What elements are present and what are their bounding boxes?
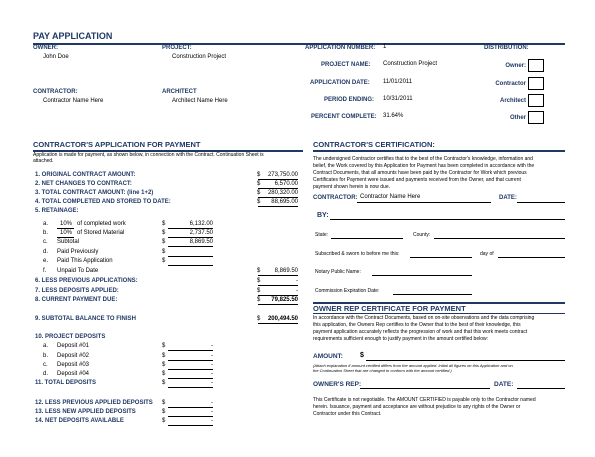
dist-architect-checkbox[interactable] — [528, 94, 544, 107]
retainage-value: 6,132.00 — [189, 221, 213, 227]
line-2-label: 2. NET CHANGES TO CONTRACT: — [35, 181, 132, 187]
subscribed-month-line[interactable] — [498, 257, 565, 258]
deposit-value: - — [211, 353, 213, 359]
period-ending-label: PERIOD ENDING: — [324, 97, 375, 103]
architect-value: Architect Name Here — [172, 98, 228, 104]
line-13-currency: $ — [162, 409, 166, 415]
amount-note-2: the Continuation Sheet that are changed to conform with the amount certified.) — [313, 368, 452, 373]
line-9-currency: $ — [257, 316, 261, 322]
deposit-currency: $ — [162, 353, 166, 359]
owner-date-label: DATE: — [494, 381, 514, 388]
retainage-currency: $ — [162, 221, 166, 227]
owner-rep-heading: OWNER REP CERTIFICATE FOR PAYMENT — [313, 304, 466, 313]
line-4-line[interactable] — [258, 206, 298, 207]
contractor-label: CONTRACTOR: — [33, 89, 78, 95]
line-1-label: 1. ORIGINAL CONTRACT AMOUNT: — [35, 172, 136, 178]
cert-date-line[interactable] — [517, 202, 565, 203]
total-deposits-line[interactable] — [168, 387, 213, 388]
dist-architect-label: Architect — [499, 98, 526, 104]
retainage-value: 2,737.50 — [189, 230, 213, 236]
deposit-line[interactable] — [168, 360, 213, 361]
contractor-value: Contractor Name Here — [43, 98, 104, 104]
deposit-name: Deposit #04 — [57, 371, 90, 377]
subscribed-day-line[interactable] — [410, 257, 472, 258]
owners-rep-label: OWNER'S REP: — [313, 381, 362, 388]
closing-text-1: This Certificate is not negotiable. The AMOUNT CERTIFIED is payable only to the Contractor named — [313, 397, 536, 403]
deposits-heading: 10. PROJECT DEPOSITS — [35, 334, 106, 340]
amount-line[interactable] — [366, 360, 565, 361]
owner-text-3: payment application accurately reflects the progression of work and that this work meets contract — [313, 329, 528, 335]
dist-contractor-checkbox[interactable] — [528, 77, 544, 90]
state-line[interactable] — [331, 238, 403, 239]
cert-contractor-value: Contractor Name Here — [360, 194, 421, 200]
deposit-line[interactable] — [168, 350, 213, 351]
line-1-line[interactable] — [258, 179, 298, 180]
deposit-value: - — [211, 362, 213, 368]
line-4-value: 88,695.00 — [271, 199, 298, 205]
line-13-value: - — [211, 409, 213, 415]
by-signature-line[interactable] — [330, 219, 565, 220]
line-7-label: 7. LESS DEPOSITS APPLIED: — [35, 288, 119, 294]
owner-text-2: this application, the Owners Rep certifies to the Owner that to the best of their knowledge, this — [313, 322, 521, 328]
line-14-value: - — [211, 418, 213, 424]
line-3-currency: $ — [257, 190, 261, 196]
deposit-line[interactable] — [168, 369, 213, 370]
cert-text-4: Certificates for Payment were issued and payments received from the Owner, and that current — [313, 177, 521, 183]
project-name-label: PROJECT NAME: — [321, 62, 371, 68]
owner-value: John Doe — [43, 54, 69, 60]
retainage-currency: $ — [162, 230, 166, 236]
cert-text-5: payment shown herein is now due. — [313, 184, 390, 190]
retainage-line[interactable] — [168, 265, 213, 266]
retainage-line[interactable] — [168, 246, 213, 247]
line-6-value: - — [296, 278, 298, 284]
line-5-label: 5. RETAINAGE: — [35, 208, 79, 214]
day-of-label: day of — [480, 251, 494, 257]
line-13-line[interactable] — [168, 416, 213, 417]
retainage-currency: $ — [162, 258, 166, 264]
certification-heading: CONTRACTOR'S CERTIFICATION: — [313, 140, 435, 149]
certification-heading-rule — [313, 150, 565, 152]
line-3-value: 280,320.00 — [267, 190, 298, 196]
total-deposits-value: - — [211, 380, 213, 386]
application-number-value: 1 — [383, 44, 387, 50]
line-7-value: - — [296, 288, 298, 294]
retainage-bullet-d: d. — [43, 249, 49, 255]
state-label: State: — [315, 232, 329, 238]
line-6-label: 6. LESS PREVIOUS APPLICATIONS: — [35, 278, 138, 284]
cert-text-2: belief, the Work covered by this Application for Payment has been completed in accordance with the — [313, 163, 535, 169]
line-9-label: 9. SUBTOTAL BALANCE TO FINISH — [35, 316, 136, 322]
application-number-label: APPLICATION NUMBER: — [305, 45, 376, 51]
line-7-currency: $ — [257, 288, 261, 294]
amount-label: AMOUNT: — [313, 353, 343, 360]
retainage-text: Unpaid To Date — [57, 268, 99, 274]
line-1-currency: $ — [257, 172, 261, 178]
line-8-currency: $ — [257, 297, 261, 303]
retainage-text: Paid This Application — [57, 258, 113, 264]
line-14-line[interactable] — [168, 425, 213, 426]
percent-complete-value: 31.64% — [383, 113, 404, 119]
project-value: Construction Project — [172, 54, 227, 60]
deposit-name: Deposit #01 — [57, 343, 90, 349]
dist-owner-label: Owner: — [505, 63, 526, 69]
deposit-bullet: d. — [43, 371, 49, 377]
retainage-bullet-f: f. — [43, 268, 47, 274]
deposit-name: Deposit #02 — [57, 353, 90, 359]
retainage-text: Subtotal — [57, 239, 80, 245]
retainage-percent-line[interactable] — [57, 228, 74, 229]
retainage-value: 8,869.50 — [189, 239, 213, 245]
amount-note-1: (Attach explanation if amount certified differs from the amount applied. Initial all figures on this Application and on — [313, 363, 513, 368]
retainage-bullet-c: c. — [43, 239, 48, 245]
cert-date-label: DATE: — [499, 195, 517, 201]
line-3-label: 3. TOTAL CONTRACT AMOUNT: (line 1+2) — [35, 190, 154, 196]
line-14-currency: $ — [162, 418, 166, 424]
project-name-value: Construction Project — [383, 61, 438, 67]
dist-owner-checkbox[interactable] — [528, 59, 544, 72]
owners-rep-line[interactable] — [360, 388, 490, 389]
owner-date-line[interactable] — [517, 388, 565, 389]
retainage-bullet-e: e. — [43, 258, 49, 264]
page-title: PAY APPLICATION — [33, 31, 113, 41]
line-2-currency: $ — [257, 181, 261, 187]
cert-text-1: The undersigned Contractor certifies that to the best of the Contractor's knowledge, information and — [313, 156, 533, 162]
retainage-currency: $ — [162, 249, 166, 255]
total-deposits-currency: $ — [162, 380, 166, 386]
deposit-currency: $ — [162, 343, 166, 349]
owner-rep-heading-rule — [313, 313, 565, 314]
line-12-currency: $ — [162, 400, 166, 406]
retainage-line[interactable] — [168, 256, 213, 257]
retainage-percent: 10% — [60, 230, 73, 236]
line-4-label: 4. TOTAL COMPLETED AND STORED TO DATE: — [35, 199, 171, 205]
retainage-percent-line[interactable] — [57, 237, 74, 238]
line-1-value: 273,750.00 — [267, 172, 298, 178]
line-8-value: 79,825.50 — [271, 297, 298, 303]
dist-other-checkbox[interactable] — [528, 111, 544, 124]
line-13-label: 13. LESS NEW APPLIED DEPOSITS — [35, 409, 136, 415]
line-6-currency: $ — [257, 278, 261, 284]
retainage-bullet-b: b. — [43, 230, 49, 236]
deposit-name: Deposit #03 — [57, 362, 90, 368]
application-date-label: APPLICATION DATE: — [310, 80, 370, 86]
line-8-label: 8. CURRENT PAYMENT DUE: — [35, 297, 118, 303]
dist-contractor-label: Contractor — [495, 81, 526, 87]
deposit-currency: $ — [162, 371, 166, 377]
retainage-line[interactable] — [168, 228, 213, 229]
percent-complete-label: PERCENT COMPLETE: — [311, 114, 377, 120]
cert-contractor-line[interactable] — [357, 202, 491, 203]
county-line[interactable] — [434, 238, 565, 239]
retainage-percent: 10% — [60, 221, 73, 227]
notary-line[interactable] — [372, 275, 472, 276]
line-12-label: 12. LESS PREVIOUS APPLIED DEPOSITS — [35, 400, 153, 406]
intro-line-2: attached. — [33, 158, 54, 164]
owner-text-1: In accordance with the Contract Documents, based on on-site observations and the data comprising — [313, 315, 535, 321]
deposit-bullet: b. — [43, 353, 49, 359]
deposit-line[interactable] — [168, 378, 213, 379]
line-2-value: 6,570.00 — [274, 181, 298, 187]
line-8-line[interactable] — [258, 304, 298, 305]
retainage-currency: $ — [257, 268, 261, 274]
project-label: PROJECT: — [162, 45, 192, 51]
line-14-label: 14. NET DEPOSITS AVAILABLE — [35, 418, 124, 424]
retainage-line[interactable] — [258, 275, 298, 276]
line-2-line[interactable] — [258, 188, 298, 189]
notary-label: Notary Public Name: — [315, 269, 361, 275]
retainage-text: of completed work — [77, 221, 126, 227]
deposit-value: - — [211, 371, 213, 377]
intro-line-1: Application is made for payment, as shown below, in connection with the Contract. Continuation Sheet is — [33, 152, 264, 158]
line-12-value: - — [211, 400, 213, 406]
distribution-label: DISTRIBUTION: — [484, 45, 529, 51]
deposit-value: - — [211, 343, 213, 349]
commission-line[interactable] — [393, 294, 472, 295]
closing-text-2: herein. Issuance, payment and acceptance are without prejudice to any rights of the Owner or — [313, 404, 521, 410]
line-9-value: 200,494.50 — [267, 316, 298, 322]
cert-contractor-label: CONTRACTOR: — [313, 195, 358, 201]
cert-text-3: Contract Documents, that all amounts have been paid by the Contractor for Work which previous — [313, 170, 527, 176]
county-label: County: — [413, 232, 431, 238]
deposit-bullet: a. — [43, 343, 49, 349]
application-date-value: 11/01/2011 — [383, 79, 413, 85]
line-4-currency: $ — [257, 199, 261, 205]
line-12-line[interactable] — [168, 407, 213, 408]
architect-label: ARCHITECT — [162, 89, 197, 95]
amount-currency: $ — [360, 352, 364, 359]
retainage-currency: $ — [162, 239, 166, 245]
subscribed-label: Subscribed & sworn to before me this: — [315, 251, 400, 257]
closing-text-3: Contractor under this Contract. — [313, 411, 382, 417]
total-deposits-label: 11. TOTAL DEPOSITS — [35, 380, 97, 386]
line-6-line[interactable] — [258, 285, 298, 286]
deposit-bullet: c. — [43, 362, 48, 368]
retainage-bullet-a: a. — [43, 221, 49, 227]
deposit-currency: $ — [162, 362, 166, 368]
dist-other-label: Other — [509, 115, 526, 121]
by-label: BY: — [317, 212, 329, 219]
retainage-text: Paid Previously — [57, 249, 99, 255]
line-7-line[interactable] — [258, 295, 298, 296]
period-ending-value: 10/31/2011 — [383, 96, 413, 102]
retainage-line[interactable] — [168, 237, 213, 238]
owner-text-4: requirements sufficient enough to justify payment in the amount certified below: — [313, 336, 489, 342]
commission-label: Commission Expiration Date: — [315, 288, 380, 294]
retainage-value: 8,869.50 — [274, 268, 298, 274]
application-heading: CONTRACTOR'S APPLICATION FOR PAYMENT — [33, 140, 201, 149]
retainage-text: of Stored Material — [77, 230, 125, 236]
owner-label: OWNER: — [33, 45, 58, 51]
line-3-line[interactable] — [258, 197, 298, 198]
line-9-line[interactable] — [258, 323, 298, 324]
